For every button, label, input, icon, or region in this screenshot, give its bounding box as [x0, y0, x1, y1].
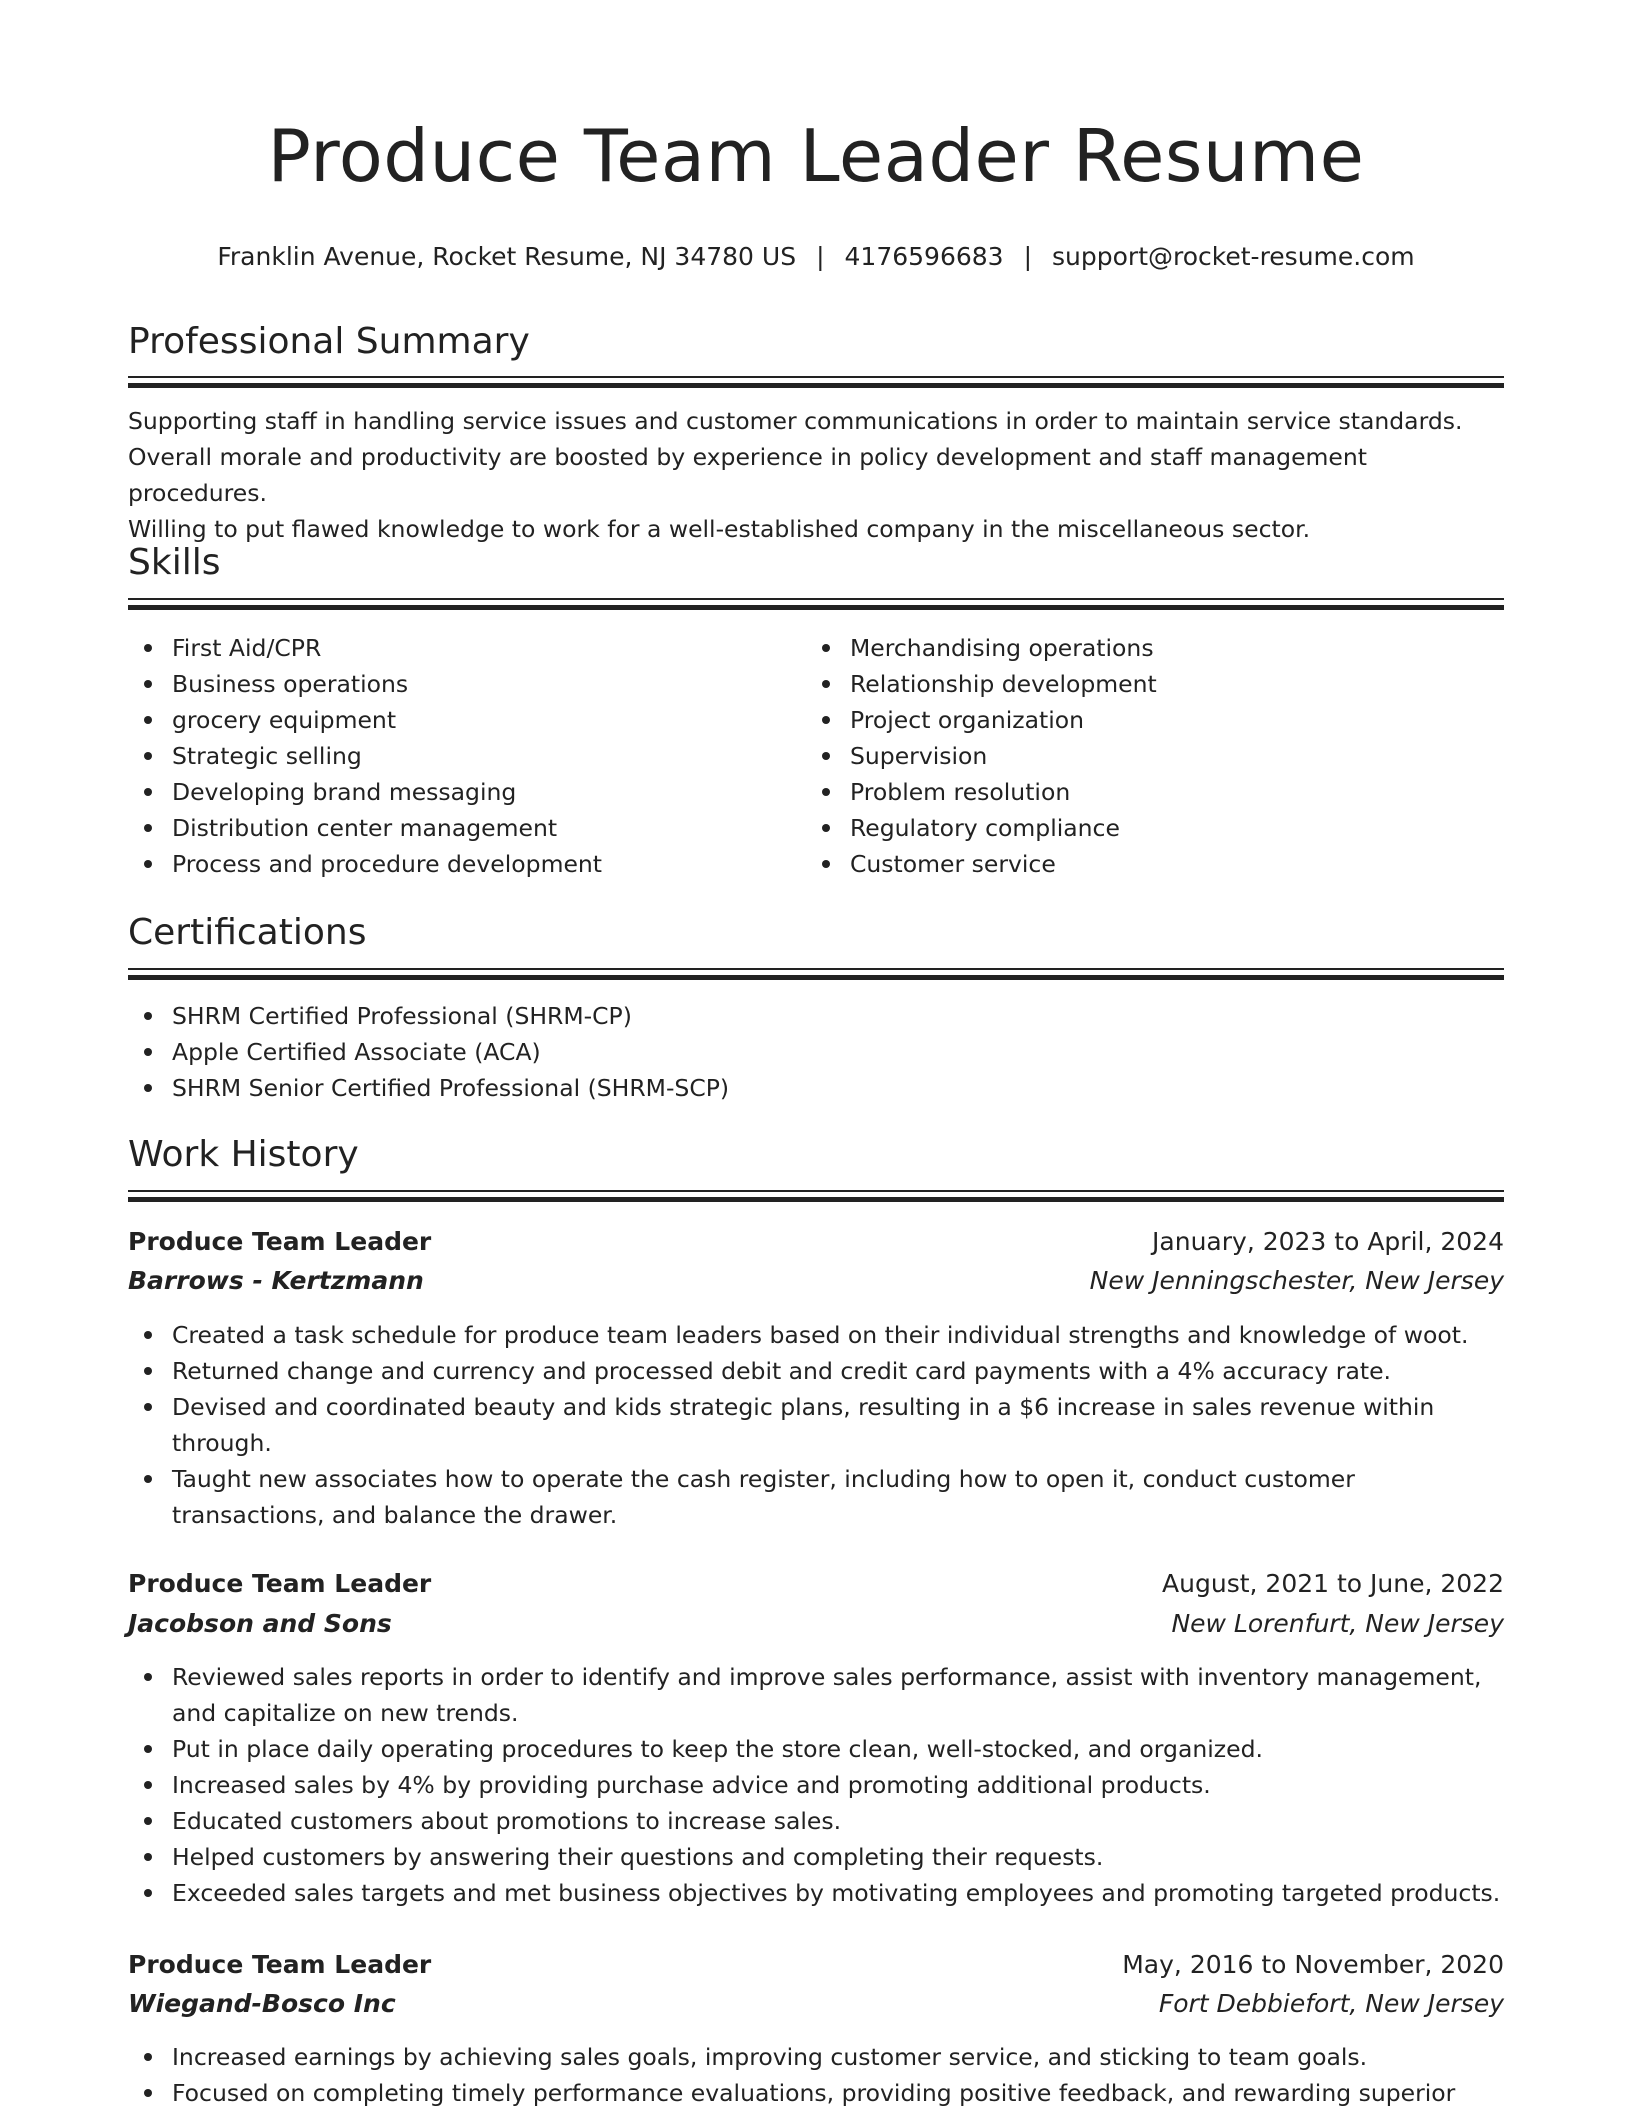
job-company: Wiegand-Bosco Inc — [128, 1989, 396, 2018]
job-bullet: Devised and coordinated beauty and kids strategic plans, resulting in a $6 increase in sales revenue within through. — [128, 1389, 1504, 1461]
job-header — [128, 1565, 1504, 1603]
section-heading-summary: Professional Summary — [128, 321, 530, 362]
job-header — [128, 1946, 1504, 1984]
skill-item: Strategic selling — [128, 738, 788, 774]
job-bullet: Focused on completing timely performance evaluations, providing positive feedback, and rewarding superior — [128, 2075, 1504, 2111]
job-bullet: Reviewed sales reports in order to identify and improve sales performance, assist with inventory management, and capitalize on new trends. — [128, 1659, 1504, 1731]
job-bullets — [128, 2039, 1504, 2111]
contact-address: Franklin Avenue, Rocket Resume, NJ 34780 US — [217, 242, 797, 271]
skill-item: Regulatory compliance — [806, 810, 1486, 846]
job-subheader — [128, 1262, 1504, 1300]
certifications-list — [128, 998, 1504, 1106]
job-bullets — [128, 1317, 1504, 1533]
skill-item: Process and procedure development — [128, 846, 788, 882]
job-dates: August, 2021 to June, 2022 — [1162, 1569, 1504, 1598]
job-bullet: Returned change and currency and processed debit and credit card payments with a 4% accuracy rate. — [128, 1353, 1504, 1389]
job-location: New Jenningschester, New Jersey — [1089, 1266, 1504, 1295]
section-heading-certifications: Certifications — [128, 912, 367, 953]
skill-item: Supervision — [806, 738, 1486, 774]
job-bullet: Taught new associates how to operate the cash register, including how to open it, conduct customer transactions, and balance the drawer. — [128, 1461, 1504, 1533]
certification-item: Apple Certified Associate (ACA) — [128, 1034, 1504, 1070]
skill-item: Developing brand messaging — [128, 774, 788, 810]
job-bullet: Created a task schedule for produce team leaders based on their individual strengths and knowledge of woot. — [128, 1317, 1504, 1353]
section-divider — [128, 1190, 1504, 1202]
job-subheader — [128, 1985, 1504, 2023]
skills-list-left — [128, 630, 788, 882]
job-bullet: Put in place daily operating procedures to keep the store clean, well-stocked, and organized. — [128, 1731, 1504, 1767]
skill-item: Relationship development — [806, 666, 1486, 702]
contact-separator: | — [1023, 242, 1033, 271]
contact-separator: | — [816, 242, 825, 271]
job-company: Barrows - Kertzmann — [128, 1266, 424, 1295]
job-title: Produce Team Leader — [128, 1227, 432, 1256]
summary-text — [128, 403, 1504, 547]
section-divider — [128, 598, 1504, 610]
certification-item: SHRM Senior Certified Professional (SHRM-SCP) — [128, 1070, 1504, 1106]
section-heading-work-history: Work History — [128, 1134, 359, 1175]
contact-phone: 4176596683 — [844, 242, 1004, 271]
certification-item: SHRM Certified Professional (SHRM-CP) — [128, 998, 1504, 1034]
job-bullet: Helped customers by answering their questions and completing their requests. — [128, 1839, 1504, 1875]
section-divider — [128, 376, 1504, 388]
job-subheader — [128, 1605, 1504, 1643]
summary-line: Overall morale and productivity are boosted by experience in policy development and staff management procedures. — [128, 443, 1367, 507]
skill-item: Merchandising operations — [806, 630, 1486, 666]
contact-email: support@rocket-resume.com — [1052, 242, 1415, 271]
skill-item: grocery equipment — [128, 702, 788, 738]
section-heading-skills: Skills — [128, 542, 221, 583]
job-bullet: Increased earnings by achieving sales goals, improving customer service, and sticking to team goals. — [128, 2039, 1504, 2075]
job-location: Fort Debbiefort, New Jersey — [1158, 1989, 1504, 2018]
job-bullet: Exceeded sales targets and met business objectives by motivating employees and promoting targeted products. — [128, 1875, 1504, 1911]
contact-line — [128, 242, 1504, 272]
job-title: Produce Team Leader — [128, 1569, 432, 1598]
skill-item: Project organization — [806, 702, 1486, 738]
resume-page — [128, 0, 1504, 2112]
job-title: Produce Team Leader — [128, 1950, 432, 1979]
job-dates: January, 2023 to April, 2024 — [1152, 1227, 1504, 1256]
summary-line: Willing to put flawed knowledge to work for a well-established company in the miscellaneous sector. — [128, 515, 1311, 543]
section-divider — [128, 968, 1504, 980]
skill-item: Business operations — [128, 666, 788, 702]
job-company: Jacobson and Sons — [128, 1609, 392, 1638]
skill-item: Customer service — [806, 846, 1486, 882]
job-bullet: Educated customers about promotions to increase sales. — [128, 1803, 1504, 1839]
skills-list-right — [806, 630, 1486, 882]
job-header — [128, 1223, 1504, 1261]
job-dates: May, 2016 to November, 2020 — [1122, 1950, 1504, 1979]
skill-item: Problem resolution — [806, 774, 1486, 810]
page-title: Produce Team Leader Resume — [267, 114, 1365, 198]
job-bullet: Increased sales by 4% by providing purchase advice and promoting additional products. — [128, 1767, 1504, 1803]
job-location: New Lorenfurt, New Jersey — [1171, 1609, 1504, 1638]
summary-line: Supporting staff in handling service issues and customer communications in order to maintain service standards. — [128, 407, 1463, 435]
job-bullets — [128, 1659, 1504, 1911]
skill-item: Distribution center management — [128, 810, 788, 846]
skill-item: First Aid/CPR — [128, 630, 788, 666]
